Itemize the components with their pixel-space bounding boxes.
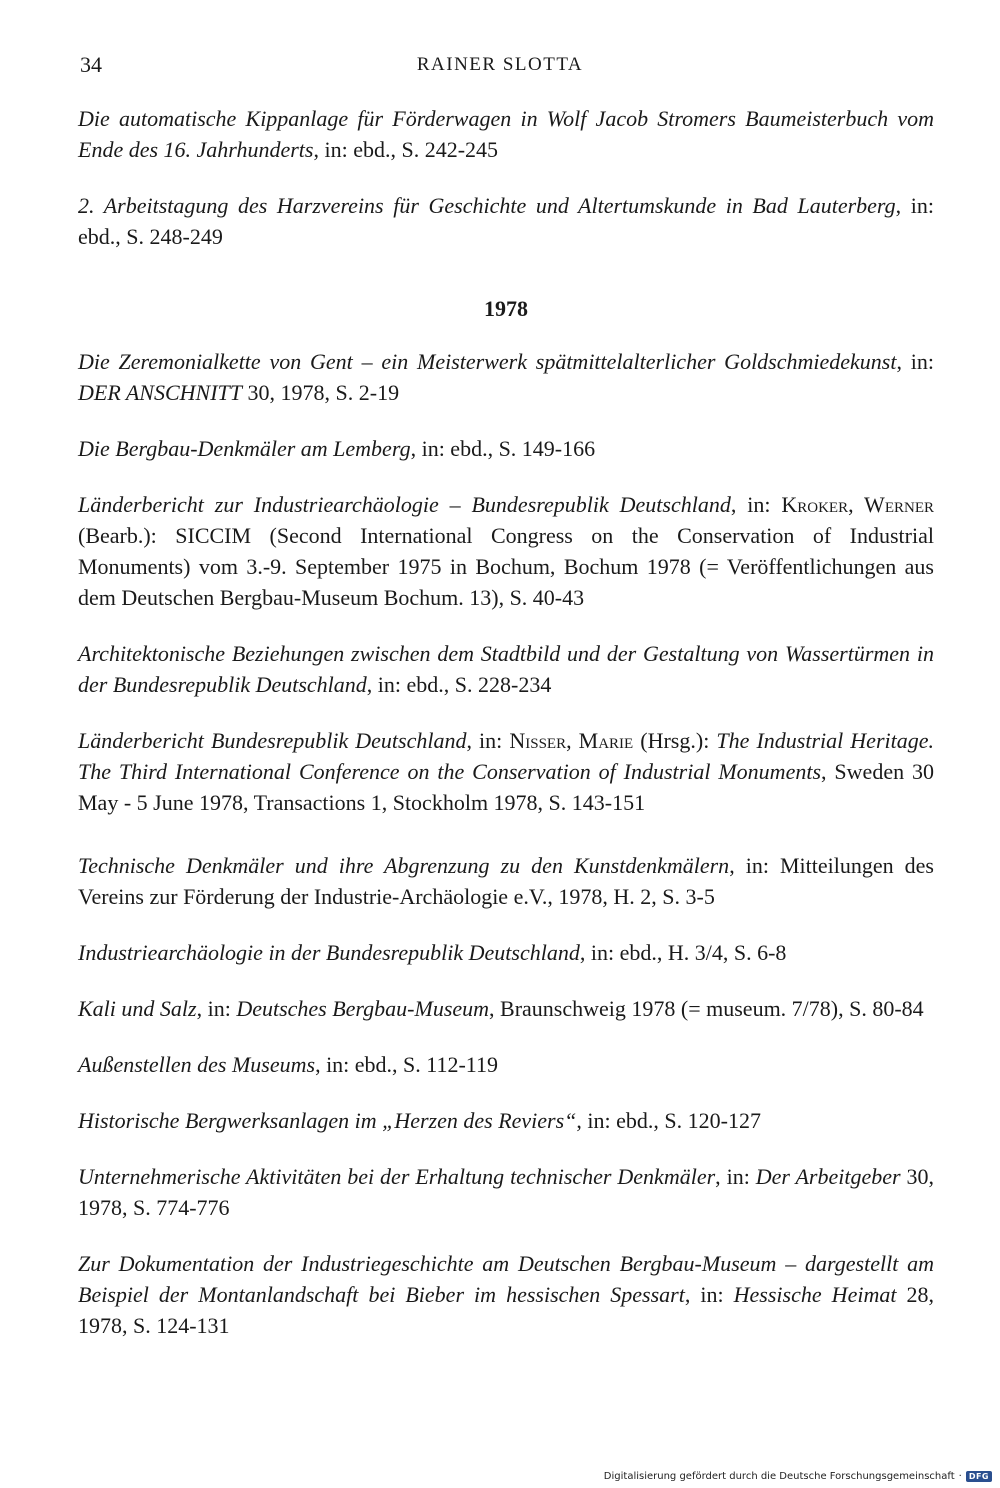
entry-citation: , in: ebd., S. 248-249 [78, 193, 934, 249]
entry-title: Unternehmerische Aktivitäten bei der Erhaltung technischer Denkmäler [78, 1164, 716, 1189]
footer-text: Digitalisierung gefördert durch die Deutsche Forschungsgemeinschaft [603, 1471, 955, 1482]
bibliography-entry [78, 638, 934, 700]
bibliography-entry [78, 190, 934, 252]
bibliography-list [78, 103, 934, 1366]
bibliography-entry [78, 489, 934, 613]
entry-connector: (Hrsg.): [633, 728, 717, 753]
entry-editor: Kroker, Werner [781, 492, 934, 517]
entry-title: Architektonische Beziehungen zwischen dem Stadtbild und der Gestaltung von Wassertürmen in der Bundesrepublik Deutschland [78, 641, 934, 697]
bibliography-entry [78, 346, 934, 408]
entry-editor: Nisser, Marie [509, 728, 634, 753]
entry-title: Industriearchäologie in der Bundesrepublik Deutschland [78, 940, 580, 965]
entry-citation: , in: ebd., H. 3/4, S. 6-8 [579, 940, 787, 965]
entry-citation: , in: ebd., S. 120-127 [576, 1108, 761, 1133]
bibliography-entry [78, 1161, 934, 1223]
entry-title: Zur Dokumentation der Industriegeschichte am Deutschen Bergbau-Museum – dargestellt am Beispiel der Montanlandschaft bei Bieber im hessischen Spessart [78, 1251, 934, 1307]
entry-citation: 30, 1978, S. 2-19 [242, 380, 400, 405]
bibliography-entry [78, 433, 934, 464]
entry-title: Historische Bergwerksanlagen im „Herzen des Reviers“ [78, 1108, 577, 1133]
bibliography-entry [78, 725, 934, 818]
entry-title: Länderbericht Bundesrepublik Deutschland [78, 728, 467, 753]
entry-citation: , Sweden 30 May - 5 June 1978, Transactions 1, Stockholm 1978, S. 143-151 [78, 759, 935, 815]
entry-title: Die Zeremonialkette von Gent – ein Meisterwerk spätmittelalterlicher Goldschmiedekunst [78, 349, 897, 374]
bibliography-entry [78, 1049, 934, 1080]
entry-title: Länderbericht zur Industriearchäologie – Bundesrepublik Deutschland [78, 492, 731, 517]
entry-citation: 30, 1978, S. 774-776 [78, 1164, 934, 1220]
entry-citation: 28, 1978, S. 124-131 [78, 1282, 935, 1338]
bibliography-entry [78, 1248, 934, 1341]
entry-connector: , in: [684, 1282, 734, 1307]
entry-connector: , in: [715, 1164, 756, 1189]
entry-title: Technische Denkmäler und ihre Abgrenzung zu den Kunstdenkmälern [78, 853, 730, 878]
bibliography-entry [78, 993, 934, 1024]
dfg-logo-icon: DFG [966, 1471, 992, 1482]
entry-citation: , in: ebd., S. 228-234 [366, 672, 552, 697]
entry-citation: , in: ebd., S. 242-245 [313, 137, 499, 162]
bibliography-entry [78, 103, 934, 165]
entry-journal: Hessische Heimat [733, 1282, 897, 1307]
entry-citation: , in: ebd., S. 112-119 [315, 1052, 498, 1077]
year-heading: 1978 [484, 296, 528, 321]
entry-book-title: The Industrial Heritage. The Third International Conference on the Conservation of Industrial Monuments [78, 728, 934, 784]
entry-title: 2. Arbeitstagung des Harzvereins für Geschichte und Altertumskunde in Bad Lauterberg [78, 193, 896, 218]
entry-connector: , in: [896, 349, 934, 374]
running-head: RAINER SLOTTA [416, 54, 584, 75]
bibliography-entry [78, 850, 934, 912]
entry-book-title: Deutsches Bergbau-Museum [236, 996, 490, 1021]
entry-citation: , in: Mitteilungen des Vereins zur Förderung der Industrie-Archäologie e.V., 1978, H. 2, S. 3-5 [78, 853, 934, 909]
bibliography-entry [78, 1105, 934, 1136]
page-number: 34 [80, 52, 102, 77]
entry-title: Kali und Salz [78, 996, 197, 1021]
entry-journal: DER ANSCHNITT [78, 380, 243, 405]
entry-title: Die automatische Kippanlage für Förderwagen in Wolf Jacob Stromers Baumeisterbuch vom Ende des 16. Jahrhunderts [78, 106, 934, 162]
entry-title: Außenstellen des Museums [78, 1052, 316, 1077]
digitization-footer: Digitalisierung gefördert durch die Deutsche Forschungsgemeinschaft · DFG [604, 1471, 992, 1482]
entry-citation: (Bearb.): SICCIM (Second International Congress on the Conservation of Industrial Monuments) vom 3.-9. September 1975 in Bochum, Bochum 1978 (= Veröffentlichungen aus dem Deutschen Bergbau-Museum Bochum. 13), S. 40-43 [78, 523, 934, 610]
entry-connector: , in: [466, 728, 510, 753]
entry-connector: , in: [196, 996, 237, 1021]
entry-citation: , in: ebd., S. 149-166 [410, 436, 596, 461]
entry-citation: , Braunschweig 1978 (= museum. 7/78), S. 80-84 [489, 996, 924, 1021]
entry-journal: Der Arbeitgeber [755, 1164, 901, 1189]
entry-connector: , in: [730, 492, 782, 517]
entry-title: Die Bergbau-Denkmäler am Lemberg [78, 436, 411, 461]
bibliography-entry [78, 937, 934, 968]
